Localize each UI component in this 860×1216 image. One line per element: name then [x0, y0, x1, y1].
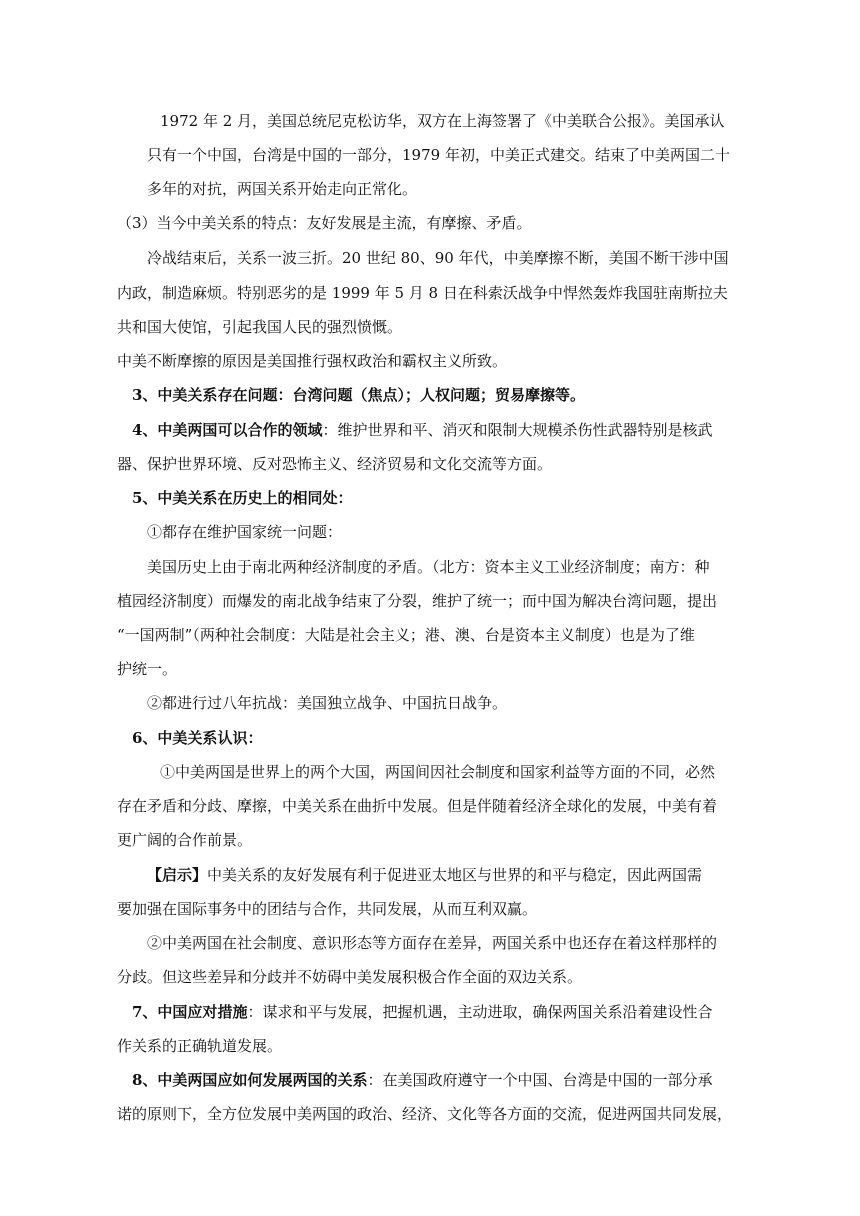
item-line: 8、中美两国应如何发展两国的关系：在美国政府遵守一个中国、台湾是中国的一部分承	[132, 1071, 713, 1089]
item-heading: 5、中美关系在历史上的相同处：	[132, 489, 353, 507]
paragraph-line: 护统一。	[117, 660, 178, 678]
paragraph-line: 只有一个中国，台湾是中国的一部分，1979 年初，中美正式建交。结束了中美两国二十	[147, 146, 730, 164]
item-line: 7、中国应对措施：谋求和平与发展，把握机遇，主动进取，确保两国关系沿着建设性合	[132, 1003, 713, 1021]
paragraph-line: 植园经济制度）而爆发的南北战争结束了分裂，维护了统一；而中国为解决台湾问题，提出	[117, 592, 718, 610]
item-line: 4、中美两国可以合作的领域：维护世界和平、消灭和限制大规模杀伤性武器特别是核武	[132, 421, 713, 439]
item-line: 器、保护世界环境、反对恐怖主义、经济贸易和文化交流等方面。	[117, 455, 553, 473]
paragraph-line: 分歧。但这些差异和分歧并不妨碍中美发展积极合作全面的双边关系。	[117, 968, 583, 986]
hint-label: 【启示】	[147, 866, 208, 884]
item-heading: 3、中美关系存在问题：台湾问题（焦点）；人权问题；贸易摩擦等。	[132, 386, 585, 404]
paragraph-line: ②中美两国在社会制度、意识形态等方面存在差异，两国关系中也还存在着这样那样的	[147, 934, 718, 952]
paragraph-line: 作关系的正确轨道发展。	[117, 1037, 283, 1055]
paragraph-line: “一国两制”（两种社会制度：大陆是社会主义；港、澳、台是资本主义制度）也是为了维	[117, 626, 695, 644]
paragraph-line: 中美不断摩擦的原因是美国推行强权政治和霸权主义所致。	[117, 352, 508, 370]
paragraph-line: 美国历史上由于南北两种经济制度的矛盾。（北方：资本主义工业经济制度；南方：种	[147, 558, 710, 576]
paragraph-line: 存在矛盾和分歧、摩擦，中美关系在曲折中发展。但是伴随着经济全球化的发展，中美有着	[117, 797, 718, 815]
paragraph-line: 多年的对抗，两国关系开始走向正常化。	[147, 180, 418, 198]
paragraph-line: 内政，制造麻烦。特别恶劣的是 1999 年 5 月 8 日在科索沃战争中悍然轰炸我国驻南斯拉夫	[117, 284, 728, 302]
item-label: 7、中国应对措施	[132, 1003, 248, 1021]
paragraph-line: 1972 年 2 月，美国总统尼克松访华，双方在上海签署了《中美联合公报》。美国承认	[160, 112, 725, 130]
paragraph-line: 更广阔的合作前景。	[117, 831, 253, 849]
section-heading: （3）当今中美关系的特点：友好发展是主流，有摩擦、矛盾。	[117, 214, 532, 232]
paragraph-line: ①中美两国是世界上的两个大国，两国间因社会制度和国家利益等方面的不同，必然	[160, 763, 716, 781]
paragraph-line: 诺的原则下，全方位发展中美两国的政治、经济、文化等各方面的交流，促进两国共同发展，	[117, 1105, 733, 1123]
hint-line: 【启示】中美关系的友好发展有利于促进亚太地区与世界的和平与稳定，因此两国需	[147, 866, 703, 884]
item-heading: 6、中美关系认识：	[132, 729, 263, 747]
sub-item: ②都进行过八年抗战：美国独立战争、中国抗日战争。	[147, 694, 508, 712]
paragraph-line: 要加强在国际事务中的团结与合作，共同发展，从而互利双赢。	[117, 900, 538, 918]
item-label: 8、中美两国应如何发展两国的关系	[132, 1071, 368, 1089]
paragraph-line: 共和国大使馆，引起我国人民的强烈愤慨。	[117, 318, 403, 336]
sub-item: ①都存在维护国家统一问题：	[147, 523, 343, 541]
item-label: 4、中美两国可以合作的领域	[132, 421, 323, 439]
paragraph-line: 冷战结束后，关系一波三折。20 世纪 80、90 年代，中美摩擦不断，美国不断干涉中国	[147, 249, 729, 267]
